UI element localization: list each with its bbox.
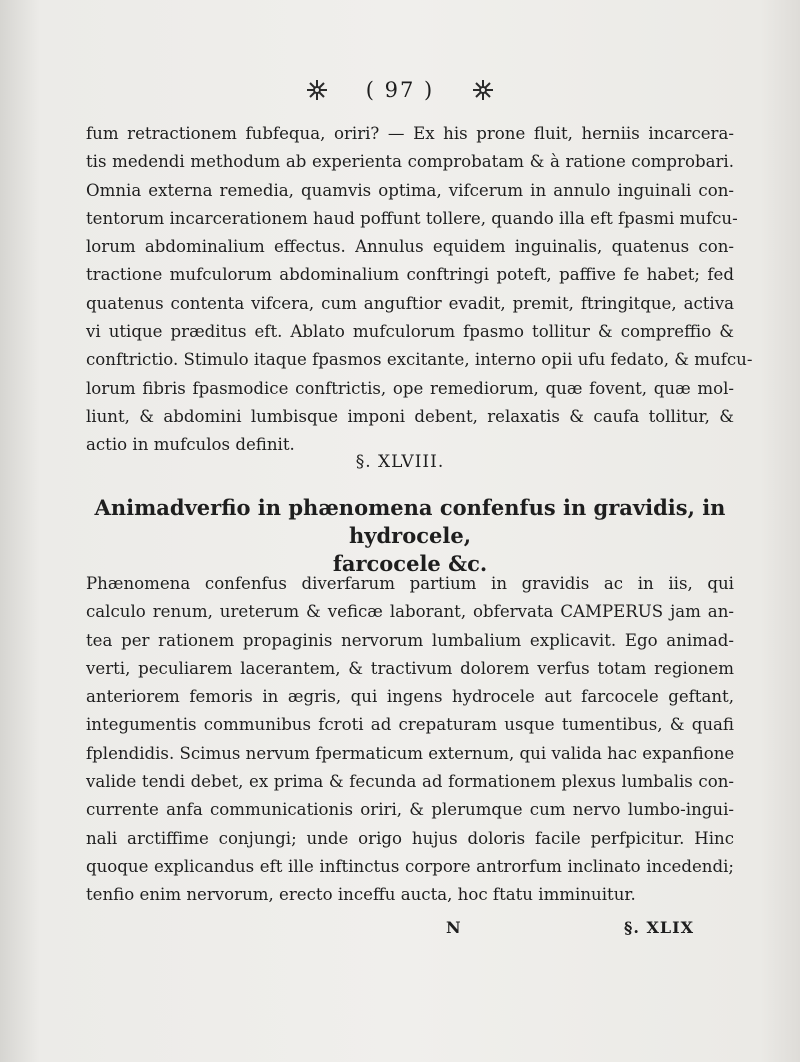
- text-line: fplendidis. Scimus nervum fpermaticum externum, qui valida hac expanfione: [86, 743, 735, 763]
- text-line: tentorum incarcerationem haud poffunt tollere, quando illa eft fpasmi mufcu-: [86, 208, 738, 228]
- page-footer: [0, 918, 800, 946]
- text-line: fum retractionem fubfequa, oriri? — Ex his prone fluit, herniis incarcera-: [86, 124, 734, 143]
- section-heading: [86, 494, 734, 578]
- text-line: lorum fibris fpasmodice conftrictis, ope remediorum, quæ fovent, quæ mol-: [86, 378, 734, 398]
- text-line: tractione mufculorum abdominalium conftringi poteft, paffive fe habet; fed: [86, 265, 734, 285]
- paragraph-2: [86, 570, 734, 910]
- text-line: tis medendi methodum ab experienta comprobatam & à ratione comprobari.: [86, 152, 734, 172]
- heading-line: Animadverfio in phænomena confenfus in gravidis, in hydrocele,: [94, 495, 726, 548]
- text-line: anteriorem femoris in ægris, qui ingens hydrocele aut farcocele geftant,: [86, 687, 734, 707]
- text-line: liunt, & abdomini lumbisque imponi debent, relaxatis & caufa tollitur, &: [86, 406, 734, 426]
- text-line: conftrictio. Stimulo itaque fpasmos excitante, interno opii ufu fedato, & mufcu-: [86, 350, 753, 370]
- text-line: Phænomena confenfus diverfarum partium in gravidis ac in iis, qui: [86, 574, 734, 593]
- asterism-ornament-icon: [472, 79, 494, 101]
- text-line: valide tendi debet, ex prima & fecunda ad formationem plexus lumbalis con-: [86, 772, 734, 792]
- text-line: lorum abdominalium effectus. Annulus equidem inguinalis, quatenus con-: [86, 237, 734, 257]
- text-line: currente anfa communicationis oriri, & plerumque cum nervo lumbo-ingui-: [86, 800, 734, 820]
- text-line: verti, peculiarem lacerantem, & tractivum dolorem verfus totam regionem: [86, 658, 734, 678]
- text-line: Omnia externa remedia, quamvis optima, vifcerum in annulo inguinali con-: [86, 180, 734, 200]
- text-line: tenfio enim nervorum, erecto inceffu aucta, hoc ftatu imminuitur.: [86, 885, 636, 905]
- asterism-ornament-icon: [306, 79, 328, 101]
- text-line: quatenus contenta vifcera, cum anguftior evadit, premit, ftringitque, activa: [86, 293, 734, 313]
- catchword: §. XLIX: [624, 918, 695, 937]
- text-line: nali arctiffime conjungi; unde origo hujus doloris facile perfpicitur. Hinc: [86, 828, 734, 848]
- text-line: tea per rationem propaginis nervorum lumbalium explicavit. Ego animad-: [86, 630, 734, 650]
- heading-line: farcocele &c.: [332, 551, 488, 576]
- paragraph-1: [86, 120, 753, 460]
- page-number: ( 97 ): [365, 78, 435, 102]
- text-line: actio in mufculos definit.: [86, 435, 295, 455]
- section-number: §. XLVIII.: [355, 452, 445, 472]
- page-header: [0, 78, 800, 102]
- text-line: integumentis communibus fcroti ad crepaturam usque tumentibus, & quafi: [86, 715, 734, 735]
- text-line: calculo renum, ureterum & veficæ laborant, obfervata CAMPERUS jam an-: [86, 602, 734, 622]
- text-line: vi utique præditus eft. Ablato mufculorum fpasmo tollitur & compreffio &: [86, 322, 734, 342]
- signature-mark: N: [446, 918, 461, 937]
- text-line: quoque explicandus eft ille inftinctus corpore antrorfum inclinato incedendi;: [86, 856, 734, 876]
